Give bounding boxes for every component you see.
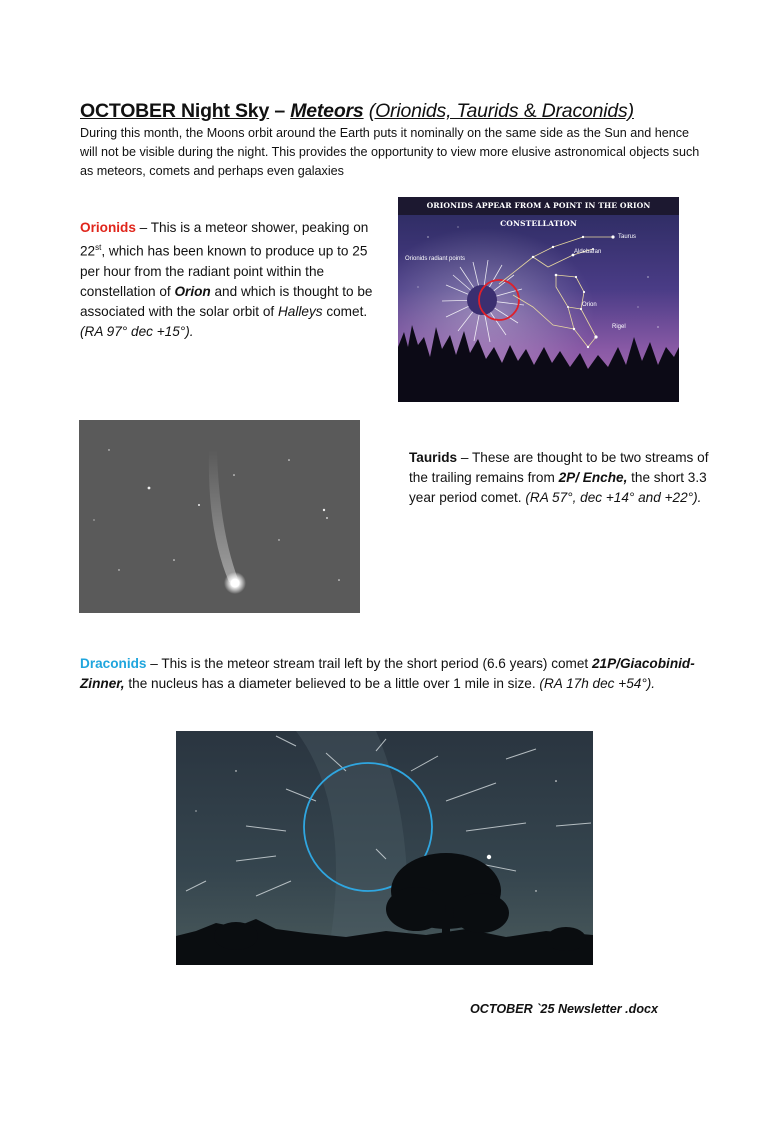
draconids-text-1: – This is the meteor stream trail left by the short period (6.6 years) comet bbox=[146, 656, 592, 671]
title-part1: OCTOBER Night Sky bbox=[80, 100, 270, 122]
label-taurus: Taurus bbox=[618, 234, 637, 240]
taurids-text-1: – These are thought to be two streams of the trailing remains from bbox=[409, 450, 709, 485]
orionids-text-2: , which has been known to produce up to 25 per hour from the radiant point within the constellation of bbox=[80, 243, 368, 299]
footer-filename: OCTOBER `25 Newsletter .docx bbox=[470, 1002, 659, 1016]
draconids-coords: (RA 17h dec +54°). bbox=[539, 676, 656, 691]
taurids-coords: (RA 57°, dec +14° and +22°). bbox=[525, 490, 702, 505]
label-radiant: Orionids radiant points bbox=[405, 256, 466, 262]
label-orion: Orion bbox=[582, 302, 597, 308]
title-part2: Meteors bbox=[290, 100, 364, 122]
title-amp: & bbox=[523, 100, 537, 122]
taurids-comet: 2P/ Enche, bbox=[558, 470, 628, 485]
draconids-name: Draconids bbox=[80, 656, 147, 671]
title-dash: – bbox=[269, 100, 291, 122]
taurids-paragraph bbox=[409, 448, 709, 508]
title-part3: (Orionids, Taurids bbox=[368, 100, 524, 122]
orionids-coords: (RA 97° dec +15°). bbox=[80, 323, 194, 339]
draconids-photo bbox=[176, 731, 593, 965]
orion-image-caption: ORIONIDS APPEAR FROM A POINT IN THE ORION CONSTELLATION bbox=[398, 197, 679, 215]
orionids-paragraph bbox=[80, 218, 380, 342]
orionids-name: Orionids bbox=[80, 220, 136, 235]
label-rigel: Rigel bbox=[612, 324, 626, 330]
taurids-text-2: the short 3.3 year period comet. bbox=[409, 470, 707, 505]
draconids-comet: 21P/Giacobinid-Zinner, bbox=[80, 656, 695, 691]
orion-constellation-image bbox=[398, 197, 679, 402]
orionids-halleys: Halleys bbox=[277, 303, 323, 319]
draconids-paragraph bbox=[80, 654, 700, 694]
orionids-text-1: – This is a meteor shower, peaking on 22 bbox=[80, 220, 369, 259]
label-aldebaran: Aldebaran bbox=[574, 249, 602, 255]
title-part4: Draconids) bbox=[536, 100, 634, 122]
page-title bbox=[80, 100, 720, 123]
orionids-text-4: comet. bbox=[322, 303, 368, 319]
orionids-text-3: and which is thought to be associated with the solar orbit of bbox=[80, 283, 373, 319]
draconids-text-2: the nucleus has a diameter believed to be a little over 1 mile in size. bbox=[124, 676, 540, 691]
orionids-orion: Orion bbox=[174, 283, 211, 299]
comet-photo bbox=[79, 420, 360, 613]
intro-paragraph: During this month, the Moons orbit around the Earth puts it nominally on the same side as the Sun and hence will not be visible during the night. This provides the opportunity to view more elusive astronomical objects such as meteors, comets and perhaps even galaxies bbox=[80, 126, 700, 178]
orionids-sup: st bbox=[95, 243, 102, 252]
taurids-name: Taurids bbox=[409, 450, 458, 465]
